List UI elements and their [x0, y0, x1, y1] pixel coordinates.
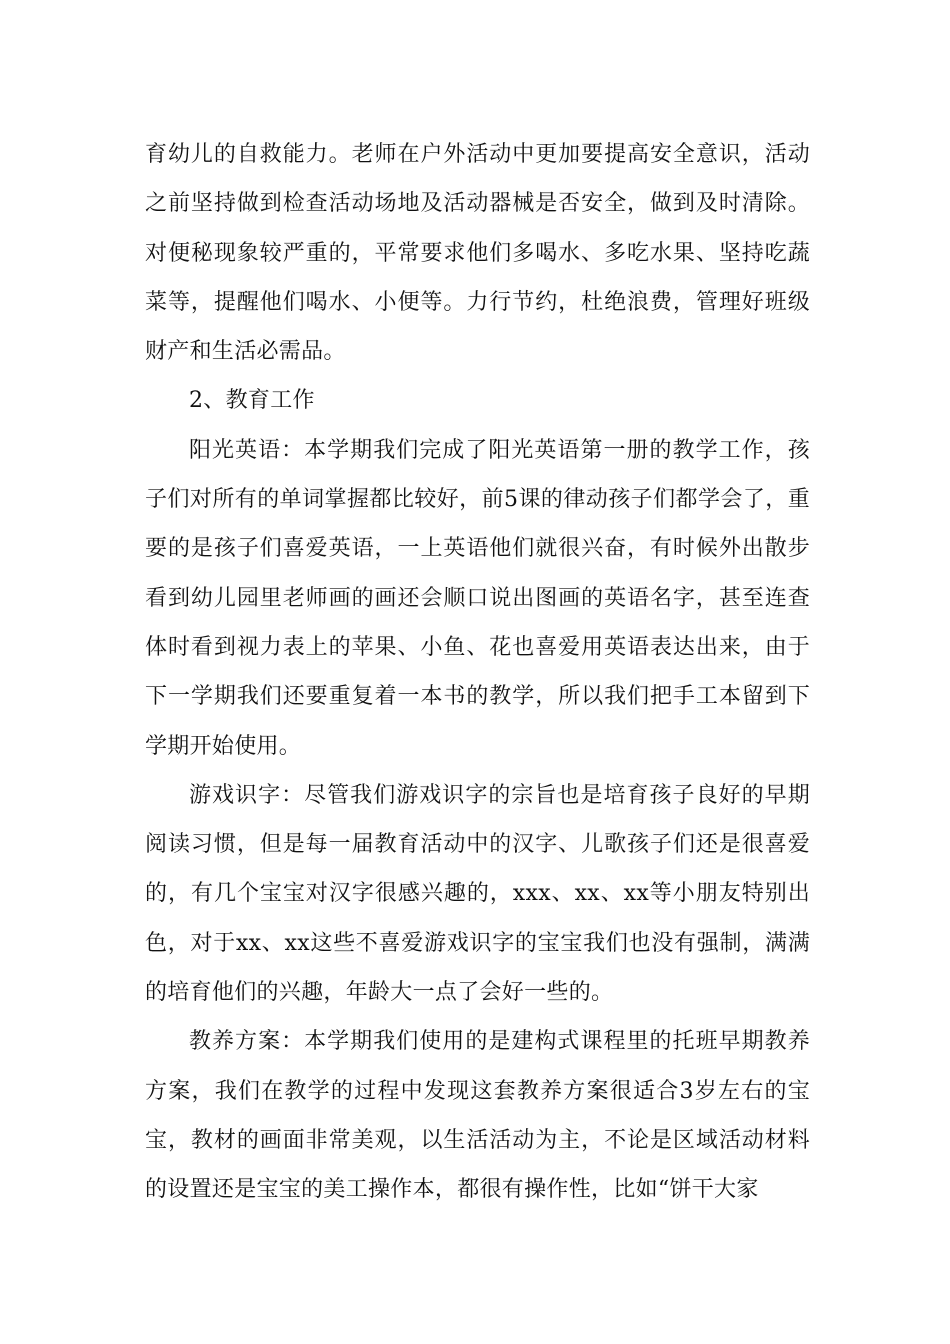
- section-heading-education: 2、教育工作: [189, 388, 315, 414]
- document-body: [145, 130, 810, 1215]
- paragraph-game-literacy: 游戏识字：尽管我们游戏识字的宗旨也是培育孩子良好的早期阅读习惯，但是每一届教育活动中的汉字、儿歌孩子们还是很喜爱的，有几个宝宝对汉字很感兴趣的，xxx、xx、xx等小朋友特别出色，对于xx、xx这些不喜爱游戏识字的宝宝我们也没有强制，满满的培育他们的兴趣，年龄大一点了会好一些的。: [145, 782, 810, 1006]
- paragraph-safety-continued: 育幼儿的自救能力。老师在户外活动中更加要提高安全意识，活动之前坚持做到检查活动场地及活动器械是否安全，做到及时清除。对便秘现象较严重的，平常要求他们多喝水、多吃水果、坚持吃蔬菜等，提醒他们喝水、小便等。力行节约，杜绝浪费，管理好班级财产和生活必需品。: [145, 142, 810, 365]
- paragraph-education-plan: 教养方案：本学期我们使用的是建构式课程里的托班早期教养方案，我们在教学的过程中发现这套教养方案很适合3岁左右的宝宝，教材的画面非常美观，以生活活动为主，不论是区域活动材料的设置还是宝宝的美工操作本，都很有操作性，比如“饼干大家: [145, 1029, 810, 1203]
- paragraph-sunshine-english: 阳光英语：本学期我们完成了阳光英语第一册的教学工作，孩子们对所有的单词掌握都比较好，前5课的律动孩子们都学会了，重要的是孩子们喜爱英语，一上英语他们就很兴奋，有时候外出散步看到幼儿园里老师画的画还会顺口说出图画的英语名字，甚至连查体时看到视力表上的苹果、小鱼、花也喜爱用英语表达出来，由于下一学期我们还要重复着一本书的教学，所以我们把手工本留到下学期开始使用。: [145, 437, 810, 759]
